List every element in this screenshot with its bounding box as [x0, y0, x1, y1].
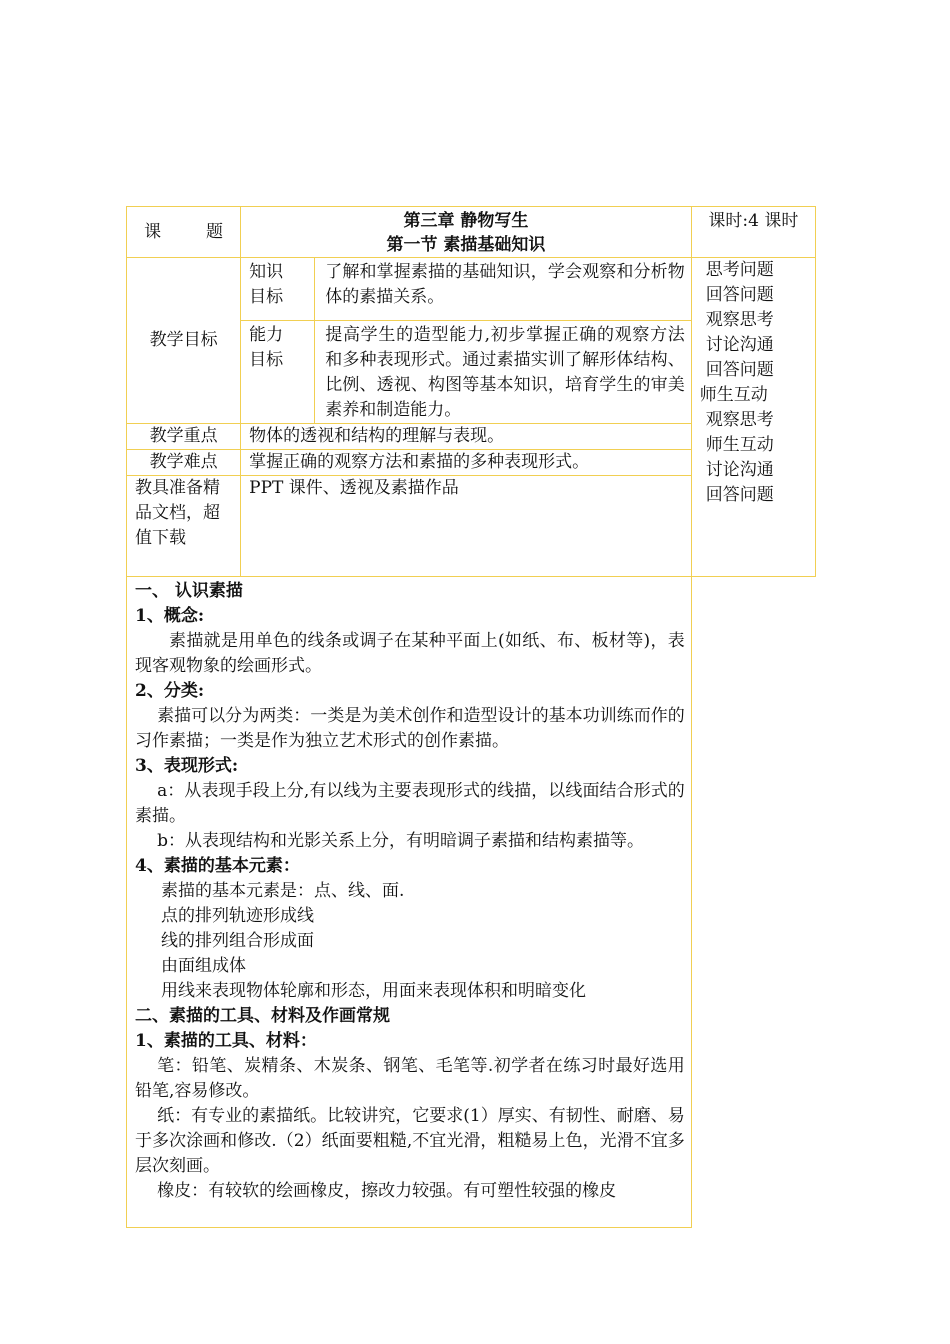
difficulty-text: 掌握正确的观察方法和素描的多种表现形式。: [241, 450, 692, 476]
content-row: [127, 577, 816, 1228]
side-notes-list: [699, 258, 815, 508]
side-note: 观察思考: [705, 310, 774, 330]
knowledge-goal-label: 知识 目标: [241, 258, 315, 321]
classification-heading: 2、分类:: [135, 681, 205, 701]
key-point-label: 教学重点: [127, 424, 241, 450]
knowledge-goal-row: [127, 258, 816, 321]
tools-materials-heading: 1、素描的工具、材料：: [135, 1031, 317, 1051]
paper-text: 纸：有专业的素描纸。比较讲究，它要求(1）厚实、有韧性、耐磨、易于多次涂画和修改.（2）纸面要粗糙,不宜光滑，粗糙易上色，光滑不宜多层次刻画。: [135, 1106, 685, 1176]
topic-label-cell: [127, 207, 241, 258]
side-note: 思考问题: [705, 260, 774, 280]
header-row: [127, 207, 816, 258]
side-note: 回答问题: [705, 285, 774, 305]
topic-label-a: 课: [144, 221, 162, 242]
eraser-text: 橡皮：有较软的绘画橡皮，擦改力较强。有可塑性较强的橡皮: [157, 1181, 617, 1201]
section-2-heading: 二、素描的工具、材料及作画常规: [135, 1006, 390, 1026]
ability-goal-text: 提高学生的造型能力,初步掌握正确的观察方法和多种表现形式。通过素描实训了解形体结构、比例、透视、构图等基本知识，培育学生的审美素养和制造能力。: [315, 321, 692, 424]
side-note: 师生互动: [699, 385, 768, 405]
concept-text: 素描就是用单色的线条或调子在某种平面上(如纸、布、板材等)，表现客观物象的绘画形式。: [135, 631, 685, 676]
section-title: 第一节 素描基础知识: [386, 235, 546, 255]
concept-heading: 1、概念:: [135, 606, 205, 626]
forms-item-b: b：从表现结构和光影关系上分，有明暗调子素描和结构素描等。: [157, 831, 644, 851]
forms-heading: 3、表现形式:: [135, 756, 239, 776]
side-note: 讨论沟通: [705, 460, 774, 480]
section-1-heading: 一、 认识素描: [135, 581, 243, 601]
side-note: 师生互动: [705, 435, 774, 455]
ability-goal-label: 能力 目标: [241, 321, 315, 424]
elements-line: 线的排列组合形成面: [161, 931, 314, 951]
elements-list: [135, 879, 685, 1004]
knowledge-goal-text: 了解和掌握素描的基础知识，学会观察和分析物体的素描关系。: [315, 258, 692, 321]
chapter-title: 第三章 静物写生: [403, 211, 529, 231]
lesson-title-cell: [241, 207, 692, 258]
side-note: 观察思考: [705, 410, 774, 430]
elements-line: 素描的基本元素是：点、线、面.: [161, 881, 405, 901]
elements-line: 由面组成体: [161, 956, 246, 976]
tools-text: PPT 课件、透视及素描作品: [241, 476, 692, 577]
lesson-content: [127, 577, 692, 1228]
difficulty-label: 教学难点: [127, 450, 241, 476]
lesson-plan-table: [126, 206, 816, 1228]
classification-text: 素描可以分为两类：一类是为美术创作和造型设计的基本功训练而作的习作素描；一类是作为独立艺术形式的创作素描。: [135, 706, 685, 751]
side-notes-cell: [691, 258, 815, 577]
forms-item-a: a：从表现手段上分,有以线为主要表现形式的线描，以线面结合形式的素描。: [135, 781, 685, 826]
pen-text: 笔：铅笔、炭精条、木炭条、钢笔、毛笔等.初学者在练习时最好选用铅笔,容易修改。: [135, 1056, 685, 1101]
side-note: 回答问题: [705, 360, 774, 380]
elements-heading: 4、素描的基本元素：: [135, 856, 300, 876]
tools-label: 教具准备精品文档，超值下载: [127, 476, 241, 577]
side-note: 回答问题: [705, 485, 774, 505]
elements-line: 点的排列轨迹形成线: [161, 906, 314, 926]
hours-cell: 课时:4 课时: [691, 207, 815, 258]
key-point-text: 物体的透视和结构的理解与表现。: [241, 424, 692, 450]
teaching-goal-label: 教学目标: [127, 258, 241, 424]
elements-line: 用线来表现物体轮廓和形态，用面来表现体积和明暗变化: [161, 981, 586, 1001]
topic-label-b: 题: [205, 221, 223, 242]
side-note: 讨论沟通: [705, 335, 774, 355]
